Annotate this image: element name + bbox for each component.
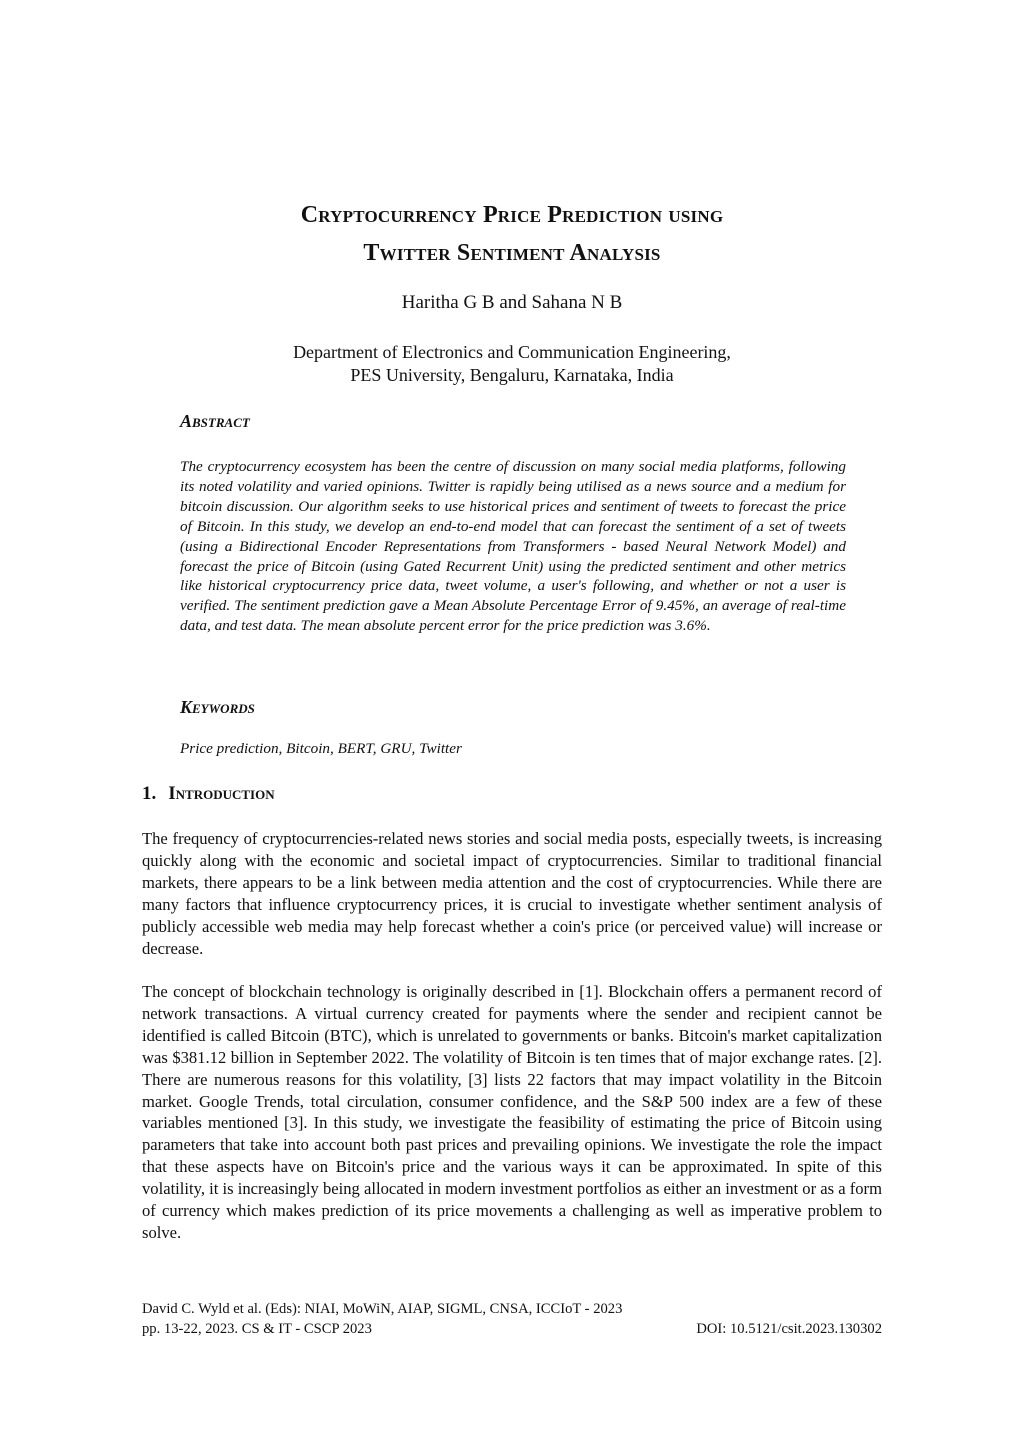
section-number: 1. — [142, 783, 157, 804]
section-title: Introduction — [168, 783, 275, 804]
page-footer — [142, 1299, 882, 1339]
authors: Haritha G B and Sahana N B — [401, 292, 623, 313]
affiliation-line-2: PES University, Bengaluru, Karnataka, India — [350, 365, 674, 385]
keywords-heading: Keywords — [180, 697, 255, 717]
intro-paragraph-2: The concept of blockchain technology is originally described in [1]. Blockchain offers a permanent record of network transactions. A virtual currency created for payments where the sender and recipient cannot be identified is called Bitcoin (BTC), which is unrelated to governments or banks. Bitcoin's market capitalization was $381.12 billion in September 2022. The volatility of Bitcoin is ten times that of major exchange rates. [2]. There are numerous reasons for this volatility, [3] lists 22 factors that may impact volatility in the Bitcoin market. Google Trends, total circulation, consumer confidence, and the S&P 500 index are a few of these variables mentioned [3]. In this study, we investigate the feasibility of estimating the price of Bitcoin using parameters that take into account both past prices and prevailing opinions. We investigate the role the impact that these aspects have on Bitcoin's price and the various ways it can be approximated. In spite of this volatility, it is increasingly being allocated in modern investment portfolios as either an investment or as a form of currency which makes prediction of its price movements a challenging as well as imperative problem to solve. — [142, 982, 882, 1242]
introduction-heading — [142, 783, 275, 805]
title-line-1: Cryptocurrency Price Prediction using — [300, 202, 724, 228]
footer-pages: pp. 13-22, 2023. CS & IT - CSCP 2023 — [142, 1321, 372, 1337]
paper-title — [140, 196, 884, 272]
footer-row — [142, 1319, 882, 1339]
affiliation-line-1: Department of Electronics and Communication Engineering, — [293, 342, 731, 362]
footer-editors: David C. Wyld et al. (Eds): NIAI, MoWiN, AIAP, SIGML, CNSA, ICCIoT - 2023 — [142, 1301, 623, 1317]
affiliation — [140, 341, 884, 387]
title-line-2: Twitter Sentiment Analysis — [363, 240, 661, 266]
keywords-text: Price prediction, Bitcoin, BERT, GRU, Twitter — [180, 740, 462, 757]
abstract-text: The cryptocurrency ecosystem has been the centre of discussion on many social media platforms, following its noted volatility and varied opinions. Twitter is rapidly being utilised as a news source and a medium for bitcoin discussion. Our algorithm seeks to use historical prices and sentiment of tweets to forecast the price of Bitcoin. In this study, we develop an end-to-end model that can forecast the sentiment of a set of tweets (using a Bidirectional Encoder Representations from Transformers - based Neural Network Model) and forecast the price of Bitcoin (using Gated Recurrent Unit) using the predicted sentiment and other metrics like historical cryptocurrency price data, tweet volume, a user's following, and whether or not a user is verified. The sentiment prediction gave a Mean Absolute Percentage Error of 9.45%, an average of real-time data, and test data. The mean absolute percent error for the price prediction was 3.6%. — [180, 458, 846, 635]
footer-doi: DOI: 10.5121/csit.2023.130302 — [696, 1321, 882, 1337]
abstract-heading: Abstract — [180, 411, 250, 431]
intro-paragraph-1: The frequency of cryptocurrencies-related news stories and social media posts, especially tweets, is increasing quickly along with the economic and societal impact of cryptocurrencies. Similar to traditional financial markets, there appears to be a link between media attention and the cost of cryptocurrencies. While there are many factors that influence cryptocurrency prices, it is crucial to investigate whether sentiment analysis of publicly accessible web media may help forecast whether a coin's price (or perceived value) will increase or decrease. — [142, 829, 882, 958]
